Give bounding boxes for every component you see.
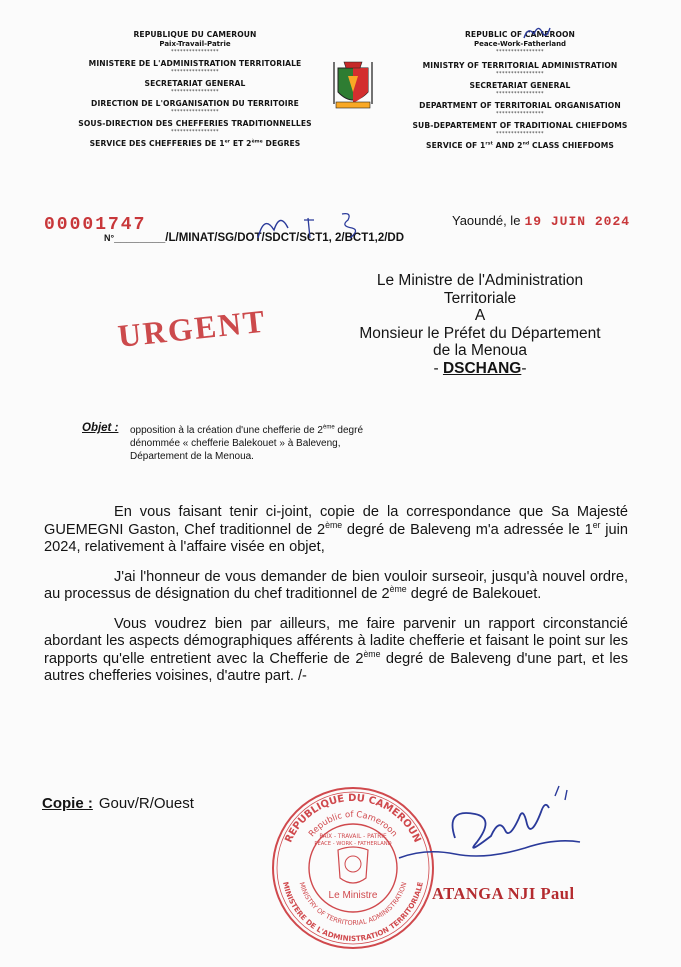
header-right (390, 30, 650, 151)
separator: **************** (171, 89, 219, 95)
secretariat-fr: SECRETARIAT GENERAL (144, 79, 246, 88)
recipient-line: de la Menoua (433, 342, 527, 359)
header-left (70, 30, 320, 149)
svg-text:MINISTRY OF TERRITORIAL ADMINI: MINISTRY OF TERRITORIAL ADMINISTRATION (297, 881, 409, 928)
ministry-fr: MINISTERE DE L'ADMINISTRATION TERRITORIALE (88, 59, 302, 68)
paragraph-1: En vous faisant tenir ci-joint, copie de la correspondance que Sa Majesté GUEMEGNI Gaston, Chef traditionnel de 2ème degré de Baleveng m'a adressée le 1er juin 2024, relativement à l'affaire visée en objet, (44, 504, 628, 555)
letter-body (44, 504, 628, 698)
handwritten-signature-icon (395, 778, 585, 878)
sender-line: Territoriale (443, 289, 517, 307)
objet-text: opposition à la création d'une chefferie de 2ème degré dénommée « chefferie Balekouet » à Baleveng, Département de la Menoua. (130, 424, 364, 462)
svg-text:MINISTERE DE L'ADMINISTRATION: MINISTERE DE L'ADMINISTRATION TERRITORIALE (281, 880, 425, 944)
copy-line: Copie : Gouv/R/Ouest (42, 795, 194, 812)
direction-fr: DIRECTION DE L'ORGANISATION DU TERRITOIRE (91, 99, 299, 108)
svg-text:Le Ministre: Le Ministre (328, 890, 378, 901)
subdirection-fr: SOUS-DIRECTION DES CHEFFERIES TRADITIONNELLES (78, 119, 312, 128)
separator: **************** (496, 111, 544, 117)
separator: **************** (171, 129, 219, 135)
service-en: SERVICE OF $1^{rst}$ AND 2nd CLASS CHIEFDOMS (426, 141, 614, 150)
svg-text:PAIX - TRAVAIL - PATRIE: PAIX - TRAVAIL - PATRIE (319, 834, 387, 840)
date-stamp: 19 JUIN 2024 (524, 214, 631, 229)
ministry-en: MINISTRY OF TERRITORIAL ADMINISTRATION (422, 61, 618, 70)
motto-en: Peace-Work-Fatherland (473, 40, 567, 48)
paragraph-3: Vous voudrez bien par ailleurs, me faire parvenir un rapport circonstancié abordant les aspects démographiques afférents à ladite chefferie et faisant le point sur les rapports qu'elle entretient avec la Chefferie de 2ème degré de Baleveng d'une part, et les autres chefferies voisines, d'autre part. /- (44, 615, 628, 684)
separator: **************** (496, 49, 544, 55)
addressing-block (330, 272, 630, 377)
reference-line: N°________/L/MINAT/SG/DOT/SDCT/SCT1, 2/BCT1,2/DD (104, 232, 405, 244)
secretariat-en: SECRETARIAT GENERAL (469, 81, 571, 90)
recipient-line: Monsieur le Préfet du Département (359, 324, 601, 342)
to-line: A (474, 307, 486, 324)
separator: **************** (171, 109, 219, 115)
separator: **************** (171, 49, 219, 55)
registration-stamp-number: 00001747 (44, 215, 147, 235)
svg-text:Republic of Cameroon: Republic of Cameroon (306, 809, 400, 840)
urgent-stamp: URGENT (116, 302, 268, 354)
subdepartment-en: SUB-DEPARTEMENT OF TRADITIONAL CHIEFDOMS (412, 121, 628, 130)
objet-label: Objet : (82, 422, 119, 434)
separator: **************** (496, 71, 544, 77)
service-fr: SERVICE DES CHEFFERIES DE 1er ET 2ème DEGRES (89, 139, 301, 148)
date-line: Yaoundé, le 19 JUIN 2024 (452, 213, 631, 229)
signer-name: ATANGA NJI Paul (432, 884, 575, 903)
country-en: REPUBLIC OF CAMEROON (464, 30, 576, 39)
separator: **************** (171, 69, 219, 75)
paragraph-2: J'ai l'honneur de vous demander de bien vouloir surseoir, jusqu'à nouvel ordre, au processus de désignation du chef traditionnel de 2ème degré de Balekouet. (44, 568, 628, 602)
separator: **************** (496, 91, 544, 97)
sender-line: Le Ministre de l'Administration (376, 272, 584, 289)
country-fr: REPUBLIQUE DU CAMEROUN (133, 30, 257, 39)
svg-text:REPUBLIQUE DU CAMEROUN: REPUBLIQUE DU CAMEROUN (283, 792, 423, 845)
separator: **************** (496, 131, 544, 137)
svg-text:PEACE - WORK - FATHERLAND: PEACE - WORK - FATHERLAND (314, 841, 392, 847)
initials-scribble-icon (252, 208, 382, 248)
initials-mark-icon (520, 22, 554, 44)
department-en: DEPARTMENT OF TERRITORIAL ORGANISATION (419, 101, 621, 110)
recipient-city: - DSCHANG- (433, 359, 527, 377)
coat-of-arms-icon (330, 52, 376, 112)
motto-fr: Paix-Travail-Patrie (159, 40, 231, 48)
